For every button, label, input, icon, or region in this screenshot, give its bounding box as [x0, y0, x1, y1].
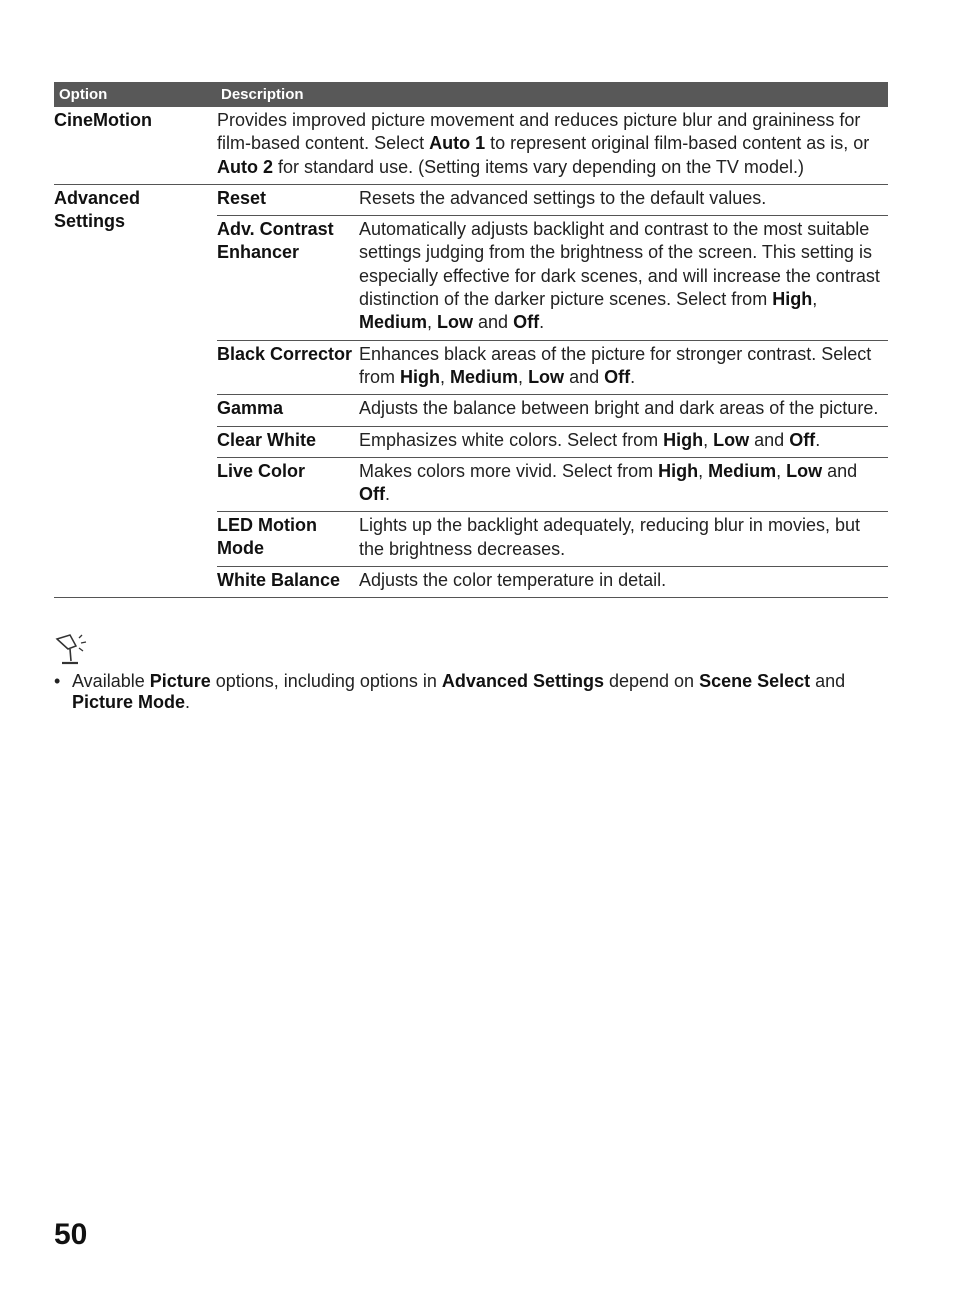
options-table — [54, 82, 888, 598]
sub-label-contrast: Adv. Contrast Enhancer — [217, 219, 334, 263]
sub-label-reset: Reset — [217, 187, 267, 208]
sub-row-gamma — [217, 395, 888, 426]
bullet: • — [54, 671, 61, 691]
note-text: Available Picture options, including options in Advanced Settings depend on Scene Select and Picture Mode. — [72, 671, 846, 712]
option-advanced-settings: Advanced Settings — [54, 187, 141, 231]
header-option: Option — [59, 86, 108, 103]
sub-row-black — [217, 341, 888, 396]
option-cinemotion: CineMotion — [54, 110, 152, 130]
sub-text-contrast: Automatically adjusts backlight and contrast to the most suitable settings judging from the brightness of the screen. This setting is especially effective for dark scenes, and will increase the contrast distinction of the darker picture scenes. Select from High, Medium, Low and Off. — [359, 219, 880, 333]
sub-text-black: Enhances black areas of the picture for stronger contrast. Select from High, Medium, Low and Off. — [359, 343, 872, 387]
sub-row-led-motion — [217, 512, 888, 567]
sub-row-contrast — [217, 216, 888, 340]
sub-text-reset: Resets the advanced settings to the default values. — [359, 187, 767, 208]
sub-label-clear-white: Clear White — [217, 429, 317, 450]
description-cinemotion: Provides improved picture movement and reduces picture blur and graininess for film-based content. Select Auto 1 to represent original film-based content as is, or Auto 2 for standard use. (Setting items vary depending on the TV model.) — [217, 110, 870, 177]
table-row-advanced-settings — [54, 185, 888, 598]
sub-label-black: Black Corrector — [217, 343, 353, 364]
sub-row-white-balance — [217, 567, 888, 597]
page-number: 50 — [54, 1218, 88, 1251]
header-description: Description — [221, 86, 304, 103]
sub-row-clear-white — [217, 427, 888, 458]
sub-text-white-balance: Adjusts the color temperature in detail. — [359, 570, 667, 591]
sub-label-led-motion: LED Motion Mode — [217, 515, 317, 559]
sub-label-live-color: Live Color — [217, 460, 306, 481]
sub-label-white-balance: White Balance — [217, 570, 341, 591]
table-row-cinemotion — [54, 107, 888, 185]
note-list-item — [54, 671, 888, 713]
sub-text-live-color: Makes colors more vivid. Select from High, Medium, Low and Off. — [359, 460, 858, 505]
tip-lamp-icon — [54, 632, 92, 668]
sub-text-gamma: Adjusts the balance between bright and dark areas of the picture. — [359, 398, 879, 419]
sub-row-reset — [217, 185, 888, 216]
sub-text-led-motion: Lights up the backlight adequately, reducing blur in movies, but the brightness decreases. — [359, 515, 860, 559]
sub-label-gamma: Gamma — [217, 398, 284, 419]
table-header — [54, 82, 888, 107]
sub-row-live-color — [217, 458, 888, 513]
sub-text-clear-white: Emphasizes white colors. Select from High, Low and Off. — [359, 429, 821, 450]
